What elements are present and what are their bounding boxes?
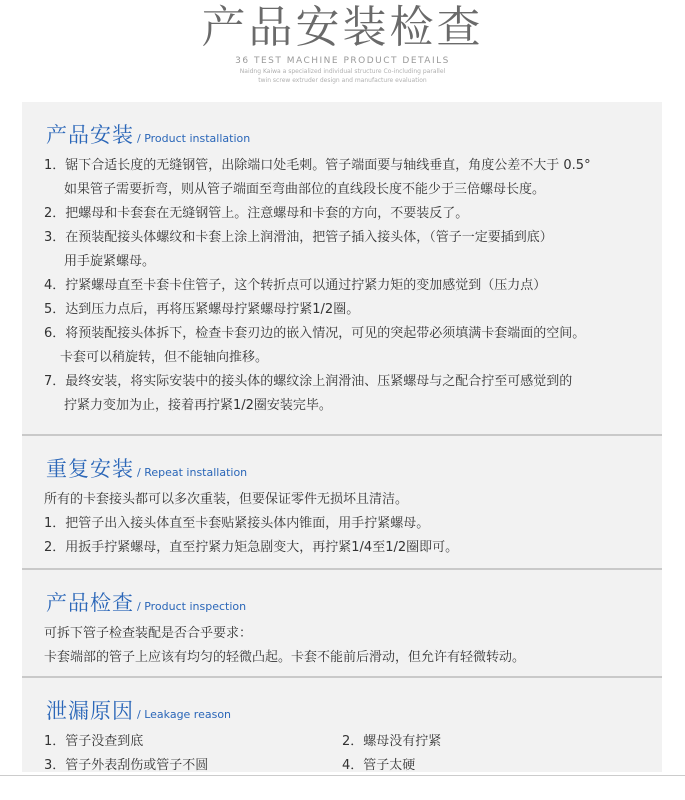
step-line: 1．锯下合适长度的无缝钢管，出除端口处毛刺。管子端面要与轴线垂直，角度公差不大于 0.5° xyxy=(44,158,591,173)
step-line: 所有的卡套接头都可以多次重装，但要保证零件无损坏且清洁。 xyxy=(44,492,409,507)
section-title: 重复安装 xyxy=(46,457,134,481)
section-title: 泄漏原因 xyxy=(46,699,134,723)
section-subtitle: / Product inspection xyxy=(137,600,247,613)
page-title: 产品安装检查 xyxy=(201,2,484,53)
step-line: 5．达到压力点后，再将压紧螺母拧紧螺母拧紧1/2圈。 xyxy=(44,302,360,317)
step-line: 卡套端部的管子上应该有均匀的轻微凸起。卡套不能前后滑动，但允许有轻微转动。 xyxy=(44,650,526,665)
section-heading xyxy=(22,570,662,618)
list-item: 2．螺母没有拧紧 xyxy=(342,734,442,749)
list-item: 4．管子太硬 xyxy=(342,758,416,773)
page-header xyxy=(0,0,685,98)
section-subtitle: / Product installation xyxy=(137,132,251,145)
section-body xyxy=(22,484,662,560)
bottom-divider xyxy=(0,775,685,776)
list-item: 3．管子外表刮伤或管子不圆 xyxy=(44,758,209,773)
step-line: 如果管子需要折弯，则从管子端面至弯曲部位的直线段长度不能少于三倍螺母长度。 xyxy=(64,182,546,197)
section-body xyxy=(22,150,662,418)
header-small-line-1: Naidng Kaiwa a specialized individual structure Co-including parallel xyxy=(239,68,446,75)
section-subtitle: / Leakage reason xyxy=(137,708,232,721)
section-body xyxy=(22,726,662,778)
step-line: 2．把螺母和卡套套在无缝钢管上。注意螺母和卡套的方向，不要装反了。 xyxy=(44,206,469,221)
step-line: 可拆下管子检查装配是否合乎要求： xyxy=(44,626,253,641)
section-product-inspection xyxy=(22,570,662,676)
step-line: 6．将预装配接头体拆下，检查卡套刃边的嵌入情况，可见的突起带必须填满卡套端面的空间。 xyxy=(44,326,586,341)
step-line: 卡套可以稍旋转，但不能轴向推移。 xyxy=(60,350,269,365)
header-small-line-2: twin screw extruder design and manufacture evaluation xyxy=(258,77,427,84)
step-line: 7．最终安装，将实际安装中的接头体的螺纹涂上润滑油、压紧螺母与之配合拧至可感觉到的 xyxy=(44,374,573,389)
reason-row xyxy=(44,730,662,754)
section-title: 产品安装 xyxy=(46,123,134,147)
step-line: 2．用扳手拧紧螺母，直至拧紧力矩急剧变大，再拧紧1/4至1/2圈即可。 xyxy=(44,540,459,555)
section-heading xyxy=(22,102,662,150)
section-heading xyxy=(22,436,662,484)
section-repeat-installation xyxy=(22,436,662,568)
section-title: 产品检查 xyxy=(46,591,134,615)
step-line: 3．在预装配接头体螺纹和卡套上涂上润滑油，把管子插入接头体，（管子一定要插到底） xyxy=(44,230,553,245)
section-leakage-reason xyxy=(22,678,662,772)
step-line: 4．拧紧螺母直至卡套卡住管子，这个转折点可以通过拧紧力矩的变加感觉到（压力点） xyxy=(44,278,547,293)
step-line: 拧紧力变加为止，接着再拧紧1/2圈安装完毕。 xyxy=(64,398,332,413)
step-line: 1．把管子出入接头体直至卡套贴紧接头体内锥面，用手拧紧螺母。 xyxy=(44,516,430,531)
page-subtitle: 36 TEST MACHINE PRODUCT DETAILS xyxy=(235,56,450,66)
step-line: 用手旋紧螺母。 xyxy=(64,254,156,269)
section-heading xyxy=(22,678,662,726)
section-subtitle: / Repeat installation xyxy=(137,466,248,479)
section-product-installation xyxy=(22,102,662,434)
section-body xyxy=(22,618,662,670)
list-item: 1．管子没查到底 xyxy=(44,734,144,749)
